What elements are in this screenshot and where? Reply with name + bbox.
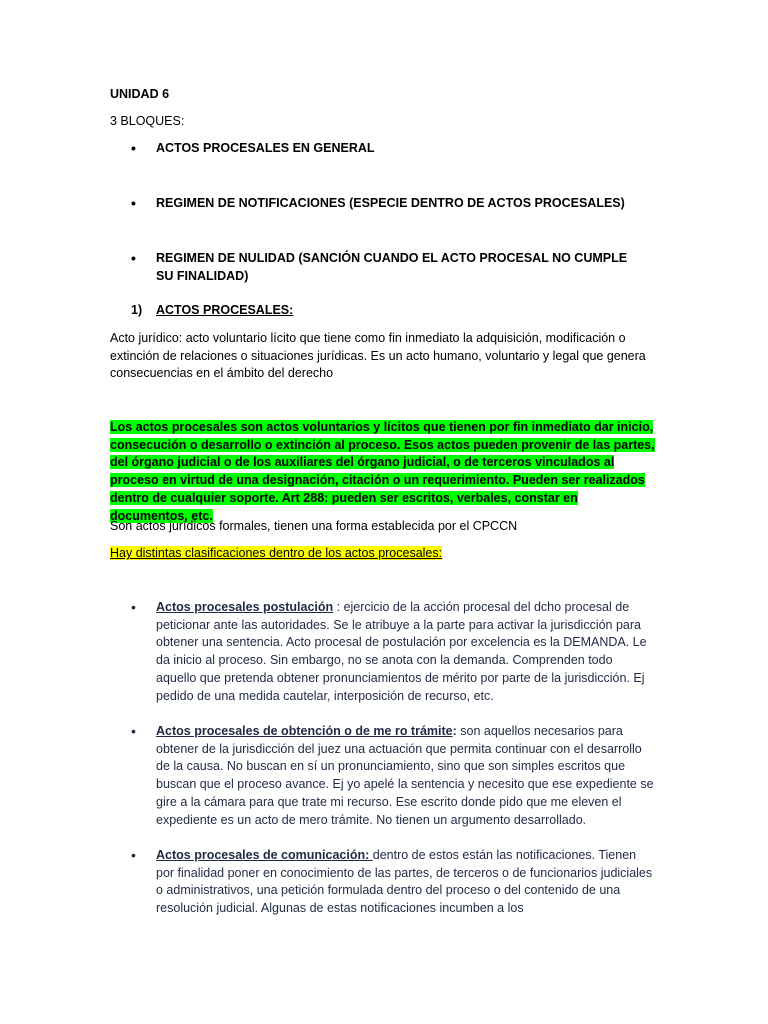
bullet-glyph: • (131, 723, 136, 739)
classification-text: son aquellos necesarios para obtener de la jurisdicción del juez una actuación que permita continuar con el desarrollo de la causa. No buscan en sí un pronunciamiento, sino que son simples escritos que buscan que el proceso avance. Ej yo apelé la sentencia y necesito que ese expediente se gire a la cámara para que trate mi recurso. Ese escrito donde pido que me eleven el expediente es un acto de mero trámite. No tienen un argumento desarrollado. (156, 724, 654, 827)
block-item-1: ACTOS PROCESALES EN GENERAL (156, 141, 375, 155)
bullet-glyph: • (131, 140, 136, 156)
blocks-label: 3 BLOQUES: (110, 114, 185, 128)
classification-text: dentro de estos están las notificaciones. Tienen por finalidad poner en conocimiento de las partes, de terceros o de funcionarios judiciales o administrativos, una petición formulada dentro del proceso o del contenido de una resolución judicial. Algunas de estas notificaciones incumben a los (156, 848, 653, 916)
bullet-glyph: • (131, 250, 136, 266)
section-number: 1) (131, 303, 143, 317)
classification-term: Actos procesales de comunicación: (156, 848, 373, 862)
bullet-glyph: • (131, 195, 136, 211)
classification-item-3 (156, 847, 656, 918)
bullet-glyph: • (131, 599, 136, 615)
classification-term: Actos procesales postulación (156, 600, 334, 614)
paragraph-actos-procesales-highlight (110, 419, 658, 525)
bullet-glyph: • (131, 847, 136, 863)
block-item-3: REGIMEN DE NULIDAD (SANCIÓN CUANDO EL ACTO PROCESAL NO CUMPLE SU FINALIDAD) (156, 251, 628, 283)
classification-sep: : (333, 600, 344, 614)
green-highlight: Los actos procesales son actos voluntarios y lícitos que tienen por fin inmediato dar inicio, consecución o desarrollo o extinción al proceso. Esos actos pueden provenir de las partes, del órgano judicial o de los auxiliares del órgano judicial, o de terceros vinculados al proceso en virtud de una designación, citación o un requerimiento. Pueden ser realizados dentro de cualquier soporte. Art 288: pueden ser escritos, verbales, constar en documentos, etc. (110, 420, 655, 523)
classification-term: Actos procesales de obtención o de me ro trámite (156, 724, 453, 738)
section-title: ACTOS PROCESALES: (156, 303, 294, 317)
classification-text: ejercicio de la acción procesal del dcho procesal de peticionar ante las autoridades. Se le atribuye a la parte para activar la jurisdicción para obtener una sentencia. Acto procesal de postulación por excelencia es la DEMANDA. Le da inicio al proceso. Sin embargo, no se anota con la demanda. Comprenden todo aquello que pretenda obtener pronunciamientos de mérito por parte de la jurisdicción. Ej pedido de una medida cautelar, interposición de recurso, etc. (156, 600, 647, 703)
unit-title: UNIDAD 6 (110, 87, 170, 101)
paragraph-acto-juridico: Acto jurídico: acto voluntario lícito que tiene como fin inmediato la adquisición, modificación o extinción de relaciones o situaciones jurídicas. Es un acto humano, voluntario y legal que genera consecuencias en el ámbito del derecho (110, 331, 646, 381)
yellow-highlight: Hay distintas clasificaciones dentro de los actos procesales: (110, 546, 443, 560)
classification-item-2 (156, 723, 656, 829)
classification-sep: : (452, 724, 461, 738)
classification-item-1 (156, 599, 656, 705)
paragraph-classifications-heading (110, 545, 666, 563)
paragraph-formales: Son actos jurídicos formales, tienen una forma establecida por el CPCCN (110, 519, 518, 533)
block-item-2: REGIMEN DE NOTIFICACIONES (ESPECIE DENTRO DE ACTOS PROCESALES) (156, 196, 625, 210)
